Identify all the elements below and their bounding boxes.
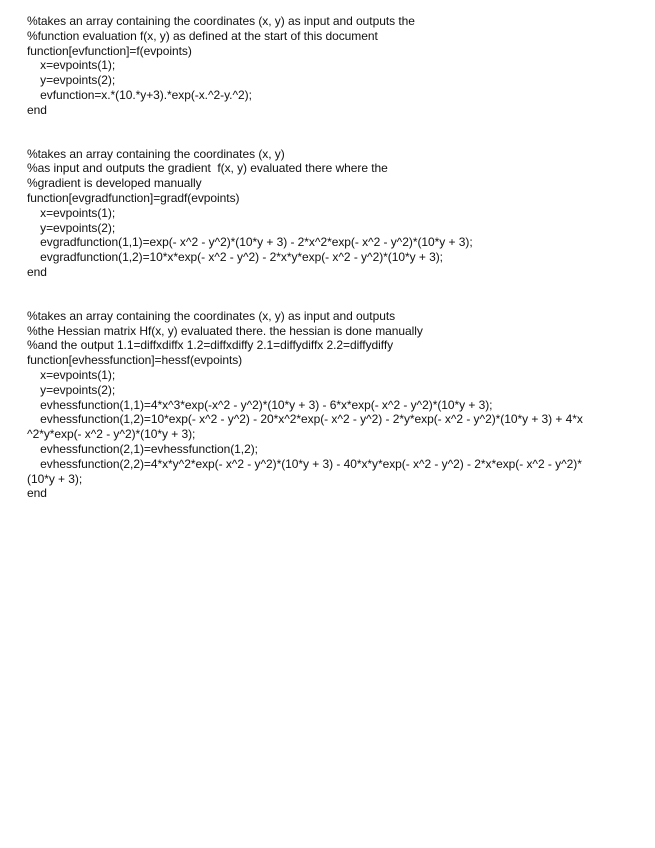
comment-line: %takes an array containing the coordinates (x, y) as input and outputs the (27, 14, 415, 28)
code-line: evhessfunction(1,2)=10*exp(- x^2 - y^2) - 20*x^2*exp(- x^2 - y^2) - 2*y*exp(- x^2 - y^2)*(10*y + 3) + 4*x (27, 412, 583, 427)
code-line: evfunction=x.*(10.*y+3).*exp(-x.^2-y.^2); (27, 87, 252, 102)
end-line: end (27, 264, 47, 279)
code-line: x=evpoints(1); (27, 58, 116, 73)
code-line: evhessfunction(2,1)=evhessfunction(1,2); (27, 441, 258, 456)
comment-line: %and the output 1.1=diffxdiffx 1.2=diffxdiffy 2.1=diffydiffx 2.2=diffydiffy (27, 338, 394, 353)
code-block-gradf (27, 147, 632, 280)
code-line: y=evpoints(2); (27, 73, 116, 88)
code-block-f (27, 14, 632, 118)
code-line-continuation: ^2*y*exp(- x^2 - y^2)*(10*y + 3); (27, 427, 196, 442)
comment-line: %as input and outputs the gradient f(x, y) evaluated there where the (27, 161, 388, 176)
end-line: end (27, 486, 47, 501)
code-block-hessf (27, 309, 632, 501)
code-line-continuation: (10*y + 3); (27, 471, 83, 486)
comment-line: %function evaluation f(x, y) as defined at the start of this document (27, 28, 378, 43)
function-signature: function[evhessfunction]=hessf(evpoints) (27, 353, 243, 368)
code-line: y=evpoints(2); (27, 382, 116, 397)
code-line: evhessfunction(2,2)=4*x*y^2*exp(- x^2 - y^2)*(10*y + 3) - 40*x*y*exp(- x^2 - y^2) - 2*x*exp(- x^2 - y^2)* (27, 456, 582, 471)
code-line: evhessfunction(1,1)=4*x^3*exp(-x^2 - y^2)*(10*y + 3) - 6*x*exp(- x^2 - y^2)*(10*y + 3); (27, 397, 493, 412)
code-line: evgradfunction(1,2)=10*x*exp(- x^2 - y^2) - 2*x*y*exp(- x^2 - y^2)*(10*y + 3); (27, 250, 443, 265)
code-line: evgradfunction(1,1)=exp(- x^2 - y^2)*(10*y + 3) - 2*x^2*exp(- x^2 - y^2)*(10*y + 3); (27, 235, 473, 250)
comment-line: %takes an array containing the coordinates (x, y) (27, 146, 285, 161)
code-line: x=evpoints(1); (27, 205, 116, 220)
document-page (27, 14, 632, 501)
code-line: y=evpoints(2); (27, 220, 116, 235)
comment-line: %takes an array containing the coordinates (x, y) as input and outputs (27, 308, 396, 323)
code-line: x=evpoints(1); (27, 367, 116, 382)
function-signature: function[evfunction]=f(evpoints) (27, 43, 192, 58)
comment-line: %the Hessian matrix Hf(x, y) evaluated there. the hessian is done manually (27, 323, 423, 338)
function-signature: function[evgradfunction]=gradf(evpoints) (27, 190, 240, 205)
comment-line: %gradient is developed manually (27, 176, 202, 191)
end-line: end (27, 102, 47, 117)
